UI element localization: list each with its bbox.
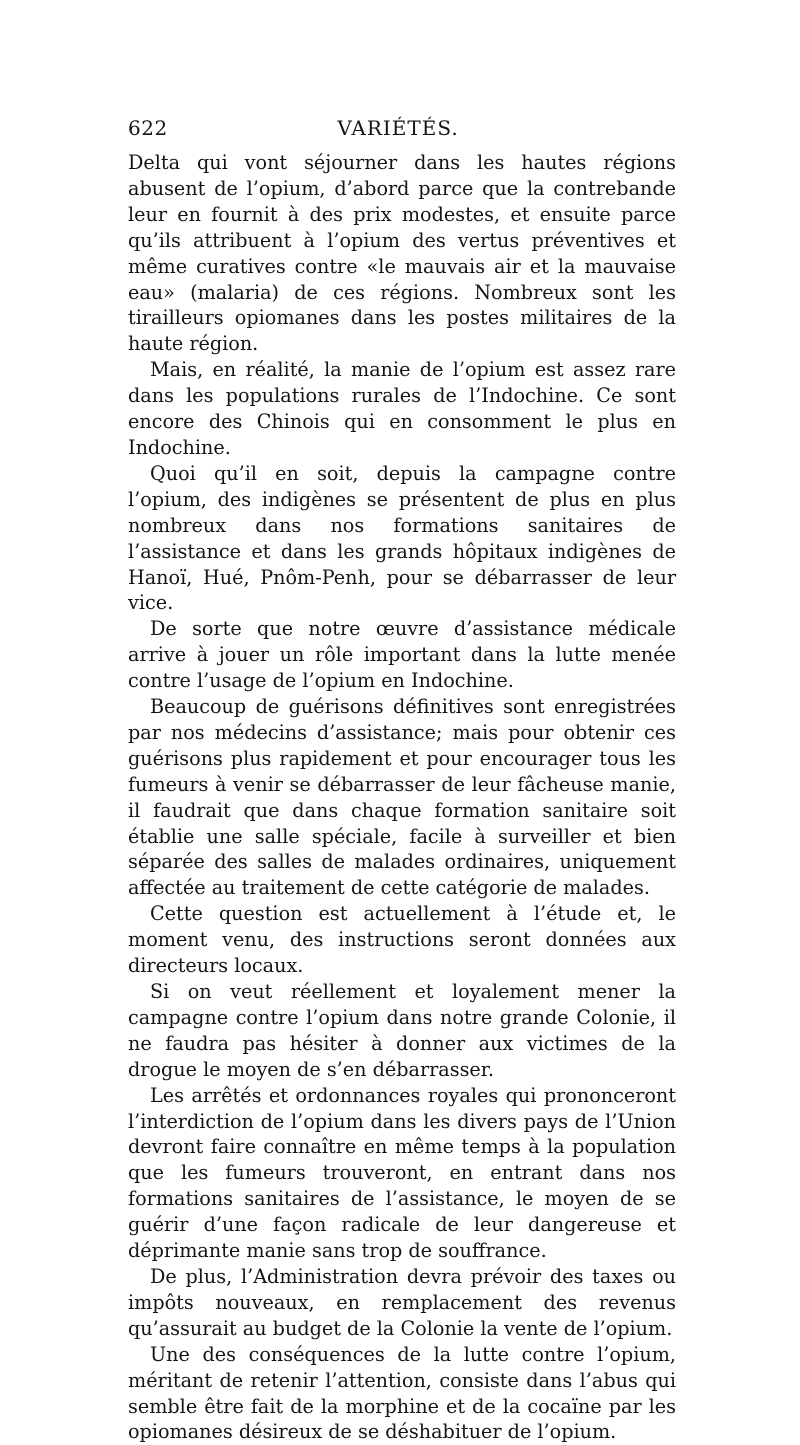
- paragraph: Une des conséquences de la lutte contre l’opium, méritant de retenir l’attention, consiste dans l’abus qui semble être fait de la morphine et de la cocaïne par les opiomanes désireux de se déshabituer de l’opium.: [128, 1342, 676, 1444]
- paragraph: Mais, en réalité, la manie de l’opium est assez rare dans les populations rurales de l’Indochine. Ce sont encore des Chinois qui en consomment le plus en Indochine.: [128, 358, 676, 459]
- section-title: VARIÉTÉS.: [337, 116, 459, 140]
- paragraph-continued: Delta qui vont séjourner dans les hautes régions abusent de l’opium, d’abord parce que la contrebande leur en fournit à des prix modestes, et ensuite parce qu’ils attribuent à l’opium des vertus préventives et même curatives contre «le mauvais air et la mauvaise eau» (malaria) de ces régions. Nombreux sont les tirailleurs opiomanes dans les postes militaires de la haute région.: [128, 151, 676, 356]
- paragraph: Quoi qu’il en soit, depuis la campagne contre l’opium, des indigènes se présentent de plus en plus nombreux dans nos formations sanitaires de l’assistance et dans les grands hôpitaux indigènes de Hanoï, Hué, Pnôm-Penh, pour se débarrasser de leur vice.: [128, 461, 676, 615]
- page-number: 622: [128, 116, 168, 140]
- body-text: [128, 150, 676, 1445]
- paragraph: Beaucoup de guérisons définitives sont enregistrées par nos médecins d’assistance; mais pour obtenir ces guérisons plus rapidement et pour encourager tous les fumeurs à venir se débarrasser de leur fâcheuse manie, il faudrait que dans chaque formation sanitaire soit établie une salle spéciale, facile à surveiller et bien séparée des salles de malades ordinaires, uniquement affectée au traitement de cette catégorie de malades.: [128, 695, 676, 900]
- paragraph: Les arrêtés et ordonnances royales qui prononceront l’interdiction de l’opium dans les divers pays de l’Union devront faire connaître en même temps à la population que les fumeurs trouveront, en entrant dans nos formations sanitaires de l’assistance, le moyen de se guérir d’une façon radicale de leur dangereuse et déprimante manie sans trop de souffrance.: [128, 1083, 676, 1263]
- paragraph: Si on veut réellement et loyalement mener la campagne contre l’opium dans notre grande Colonie, il ne faudra pas hésiter à donner aux victimes de la drogue le moyen de s’en débarrasser.: [128, 980, 676, 1081]
- paragraph: De plus, l’Administration devra prévoir des taxes ou impôts nouveaux, en remplacement des revenus qu’assurait au budget de la Colonie la vente de l’opium.: [128, 1264, 676, 1340]
- paragraph: De sorte que notre œuvre d’assistance médicale arrive à jouer un rôle important dans la lutte menée contre l’usage de l’opium en Indochine.: [128, 617, 676, 693]
- running-head: [128, 116, 668, 146]
- paragraph: Cette question est actuellement à l’étude et, le moment venu, des instructions seront données aux directeurs locaux.: [128, 902, 676, 978]
